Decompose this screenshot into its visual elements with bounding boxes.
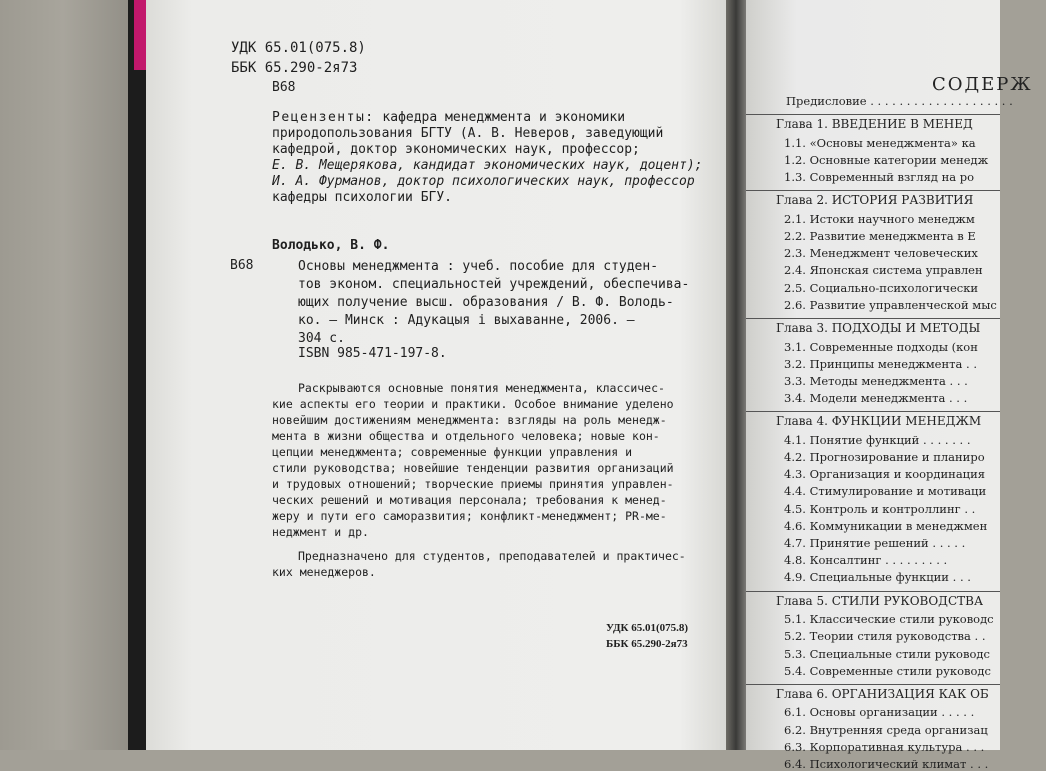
abstract-line: Раскрываются основные понятия менеджмента, классичес- [298,381,665,395]
toc-entry: 3.3. Методы менеджмента . . . [784,373,968,388]
toc-chapter: Глава 4. ФУНКЦИИ МЕНЕДЖМ [776,414,982,429]
toc-entry: 4.1. Понятие функций . . . . . . . [784,432,971,447]
abstract-line: цепции менеджмента; современные функции управления и [272,445,633,459]
left-page [146,0,726,750]
toc-entry: 6.2. Внутренняя среда организац [784,722,988,737]
toc-chapter: Глава 2. ИСТОРИЯ РАЗВИТИЯ [776,193,974,208]
reviewers-label: Рецензенты: [272,110,375,125]
abstract-line: неджмент и др. [272,525,369,539]
isbn: ISBN 985-471-197-8. [298,346,447,361]
code-line: В68 [272,80,296,95]
toc-entry: 5.3. Специальные стили руководс [784,646,990,661]
abstract-line: жеру и пути его саморазвития; конфликт-менеджмент; PR-ме- [272,509,667,523]
toc-divider [746,411,1000,412]
abstract-line: кие аспекты его теории и практики. Особое внимание уделено [272,397,674,411]
toc-entry: 6.3. Корпоративная культура . . . [784,739,985,754]
biblio-block [298,258,689,348]
biblio-line: ющих получение высш. образования / В. Ф. Володь- [298,295,674,310]
toc-divider [746,591,1000,592]
toc-entry: 4.7. Принятие решений . . . . . [784,536,966,550]
toc-entry: 1.3. Современный взгляд на ро [784,170,975,185]
toc-entry: 2.3. Менеджмент человеческих [784,246,978,261]
toc-entry: 4.9. Специальные функции . . . [784,570,971,585]
toc-entry: Предисловие . . . . . . . . . . . . . . . . . . . . [786,94,1013,108]
footer-bbk: ББК 65.290-2я73 [606,638,688,650]
toc-divider [746,684,1000,685]
bookmark-ribbon [134,0,146,70]
toc-entry: 4.2. Прогнозирование и планиро [784,450,985,464]
toc-entry: 5.4. Современные стили руководс [784,663,991,678]
code: В68 [230,258,254,273]
toc-entry: 5.2. Теории стиля руководства . . [784,629,986,644]
toc-chapter: Глава 3. ПОДХОДЫ И МЕТОДЫ [776,321,981,335]
toc-divider [746,114,1000,115]
toc-entry: 3.2. Принципы менеджмента . . [784,356,977,371]
abstract-block [272,380,686,580]
abstract-line: стили руководства; новейшие тенденции развития организаций [272,461,674,475]
toc-chapter: Глава 1. ВВЕДЕНИЕ В МЕНЕД [776,117,973,132]
footer-udk: УДК 65.01(075.8) [606,622,689,634]
toc-entry: 4.4. Стимулирование и мотиваци [784,484,987,499]
reviewers-line: природопользования БГТУ (А. В. Неверов, заведующий [272,126,664,141]
udk-line: УДК 65.01(075.8) [231,40,366,56]
table-surface [0,0,140,750]
toc-entry: 3.4. Модели менеджмента . . . [784,391,968,406]
toc-entry: 6.4. Психологический климат . . . [784,757,989,771]
toc-entry: 2.5. Социально-психологически [784,280,979,295]
toc-title: СОДЕРЖ [932,74,1033,95]
toc-entry: 4.5. Контроль и контроллинг . . [784,501,976,516]
reviewers-line: кафедры психологии БГУ. [272,190,453,205]
abstract-line: мента в жизни общества и отдельного человека; новые кон- [272,429,660,443]
biblio-line: тов эконом. специальностей учреждений, обеспечива- [298,277,690,292]
toc-divider [746,318,1000,319]
toc-chapter: Глава 6. ОРГАНИЗАЦИЯ КАК ОБ [776,686,989,701]
toc-entry: 4.3. Организация и координация [784,467,985,482]
biblio-line: Основы менеджмента : учеб. пособие для студен- [298,259,659,274]
abstract-line: и трудовых отношений; творческие приемы принятия управлен- [272,477,674,491]
toc-entry: 4.8. Консалтинг . . . . . . . . . [784,553,948,568]
right-page [746,0,1033,771]
abstract-line: ческих решений и мотивация персонала; требования к менед- [272,493,667,507]
reviewers-line: Е. В. Мещерякова, кандидат экономических наук, доцент); [272,158,703,173]
reviewers-block [272,110,702,206]
page-gutter [726,0,746,750]
reviewers-line: кафедрой, доктор экономических наук, профессор; [272,142,640,157]
toc-entry: 2.2. Развитие менеджмента в Е [784,229,976,243]
purpose-line: ких менеджеров. [272,565,376,579]
biblio-line: ко. — Минск : Адукацыя і выхаванне, 2006. — [298,313,635,328]
reviewers-line: И. А. Фурманов, доктор психологических наук, профессор [272,174,695,189]
purpose-line: Предназначено для студентов, преподавателей и практичес- [298,549,686,563]
toc-divider [746,190,1000,191]
toc-entry: 2.4. Японская система управлен [784,263,983,278]
toc-entry: 4.6. Коммуникации в менеджмен [784,518,988,533]
toc-entry: 3.1. Современные подходы (кон [784,339,978,354]
bbk-line: ББК 65.290-2я73 [231,60,358,76]
reviewers-line: кафедра менеджмента и экономики [382,110,626,125]
author: Володько, В. Ф. [272,238,390,253]
toc-chapter: Глава 5. СТИЛИ РУКОВОДСТВА [776,593,984,608]
toc-entry: 1.1. «Основы менеджмента» ка [784,135,976,150]
toc-entry: 1.2. Основные категории менедж [784,152,989,167]
book-spine [128,0,146,750]
abstract-line: новейшим достижениям менеджмента: взгляды на роль менедж- [272,413,667,427]
toc-entry: 5.1. Классические стили руководс [784,612,994,627]
toc-entry: 2.6. Развитие управленческой мыс [784,297,997,312]
toc-entry: 2.1. Истоки научного менеджм [784,211,975,226]
biblio-line: 304 с. [298,331,345,346]
toc-entry: 6.1. Основы организации . . . . . [784,705,975,720]
